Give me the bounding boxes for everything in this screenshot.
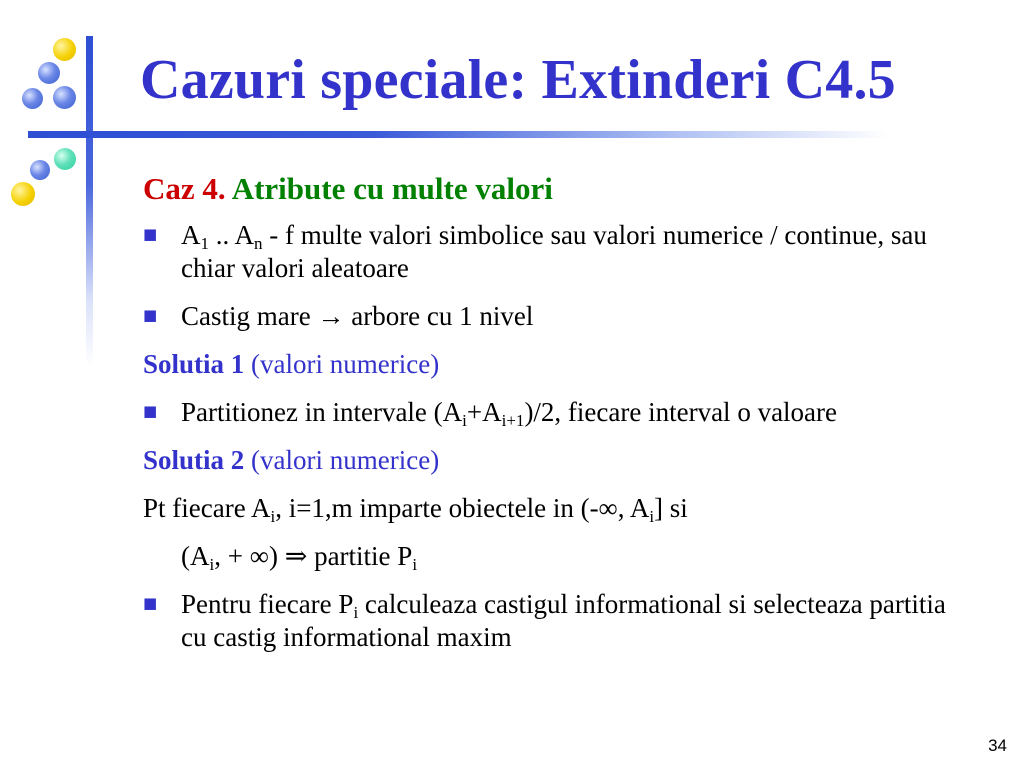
yellow-dot-decoration bbox=[53, 38, 76, 61]
paragraph bbox=[143, 540, 963, 573]
bullet-text-part: .. A bbox=[209, 220, 255, 250]
subscript: i bbox=[209, 555, 215, 574]
subscript: n bbox=[254, 234, 263, 253]
bullet-text-part: Partitionez in intervale (A bbox=[181, 397, 463, 427]
bullet-item bbox=[143, 300, 963, 333]
text-part: , + ∞) ⇒ partitie P bbox=[214, 541, 413, 571]
bullet-marker-icon: ■ bbox=[143, 225, 158, 243]
subscript: i+1 bbox=[501, 411, 525, 430]
horizontal-accent-bar bbox=[28, 131, 888, 138]
text-part: ] si bbox=[654, 493, 688, 523]
blue-dot-decoration bbox=[30, 160, 50, 180]
subscript: i bbox=[649, 507, 655, 526]
bullet-marker-icon: ■ bbox=[143, 402, 158, 420]
text-part: (A bbox=[181, 541, 210, 571]
solution-note: (valori numerice) bbox=[244, 445, 440, 475]
bullet-text: Castig mare → arbore cu 1 nivel bbox=[181, 301, 534, 331]
bullet-text-part: - f multe valori simbolice sau valori numerice / continue, sau chiar valori aleatoare bbox=[181, 220, 927, 283]
bullet-text-part: Pentru fiecare P bbox=[181, 589, 354, 619]
bullet-text-part: calculeaza castigul informational si selecteaza partitia cu castig informational maxim bbox=[181, 589, 946, 652]
teal-dot-decoration bbox=[54, 148, 76, 170]
paragraph bbox=[143, 492, 963, 525]
bullet-marker-icon: ■ bbox=[143, 594, 158, 612]
subscript: i bbox=[412, 555, 418, 574]
blue-dot-decoration bbox=[53, 86, 76, 109]
solution-label: Solutia 2 bbox=[143, 445, 245, 475]
solution-note: (valori numerice) bbox=[244, 349, 440, 379]
text-part: , i=1,m imparte obiectele in (-∞, A bbox=[275, 493, 650, 523]
blue-dot-decoration bbox=[22, 88, 43, 109]
solution-2-heading bbox=[143, 444, 963, 477]
bullet-text-part: )/2, fiecare interval o valoare bbox=[524, 397, 838, 427]
yellow-dot-decoration bbox=[11, 182, 35, 206]
subscript: i bbox=[353, 603, 359, 622]
solution-1-heading bbox=[143, 348, 963, 381]
case-heading bbox=[143, 172, 963, 205]
subscript: i bbox=[270, 507, 276, 526]
subscript: i bbox=[462, 411, 467, 430]
text-part: Pt fiecare A bbox=[143, 493, 271, 523]
bullet-text-part: A bbox=[181, 220, 201, 250]
bullet-marker-icon: ■ bbox=[143, 306, 158, 324]
bullet-item bbox=[143, 396, 963, 429]
solution-label: Solutia 1 bbox=[143, 349, 245, 379]
page-number: 34 bbox=[988, 736, 1007, 755]
case-name: Atribute cu multe valori bbox=[231, 171, 553, 206]
blue-dot-decoration bbox=[38, 62, 60, 84]
bullet-text-part: +A bbox=[466, 397, 502, 427]
vertical-accent-bar bbox=[86, 36, 93, 366]
bullet-item bbox=[143, 219, 963, 285]
slide-title: Cazuri speciale: Extinderi C4.5 bbox=[140, 49, 896, 111]
bullet-item bbox=[143, 588, 963, 654]
slide-content bbox=[143, 172, 963, 669]
case-label: Caz 4. bbox=[143, 171, 226, 206]
subscript: 1 bbox=[200, 234, 209, 253]
